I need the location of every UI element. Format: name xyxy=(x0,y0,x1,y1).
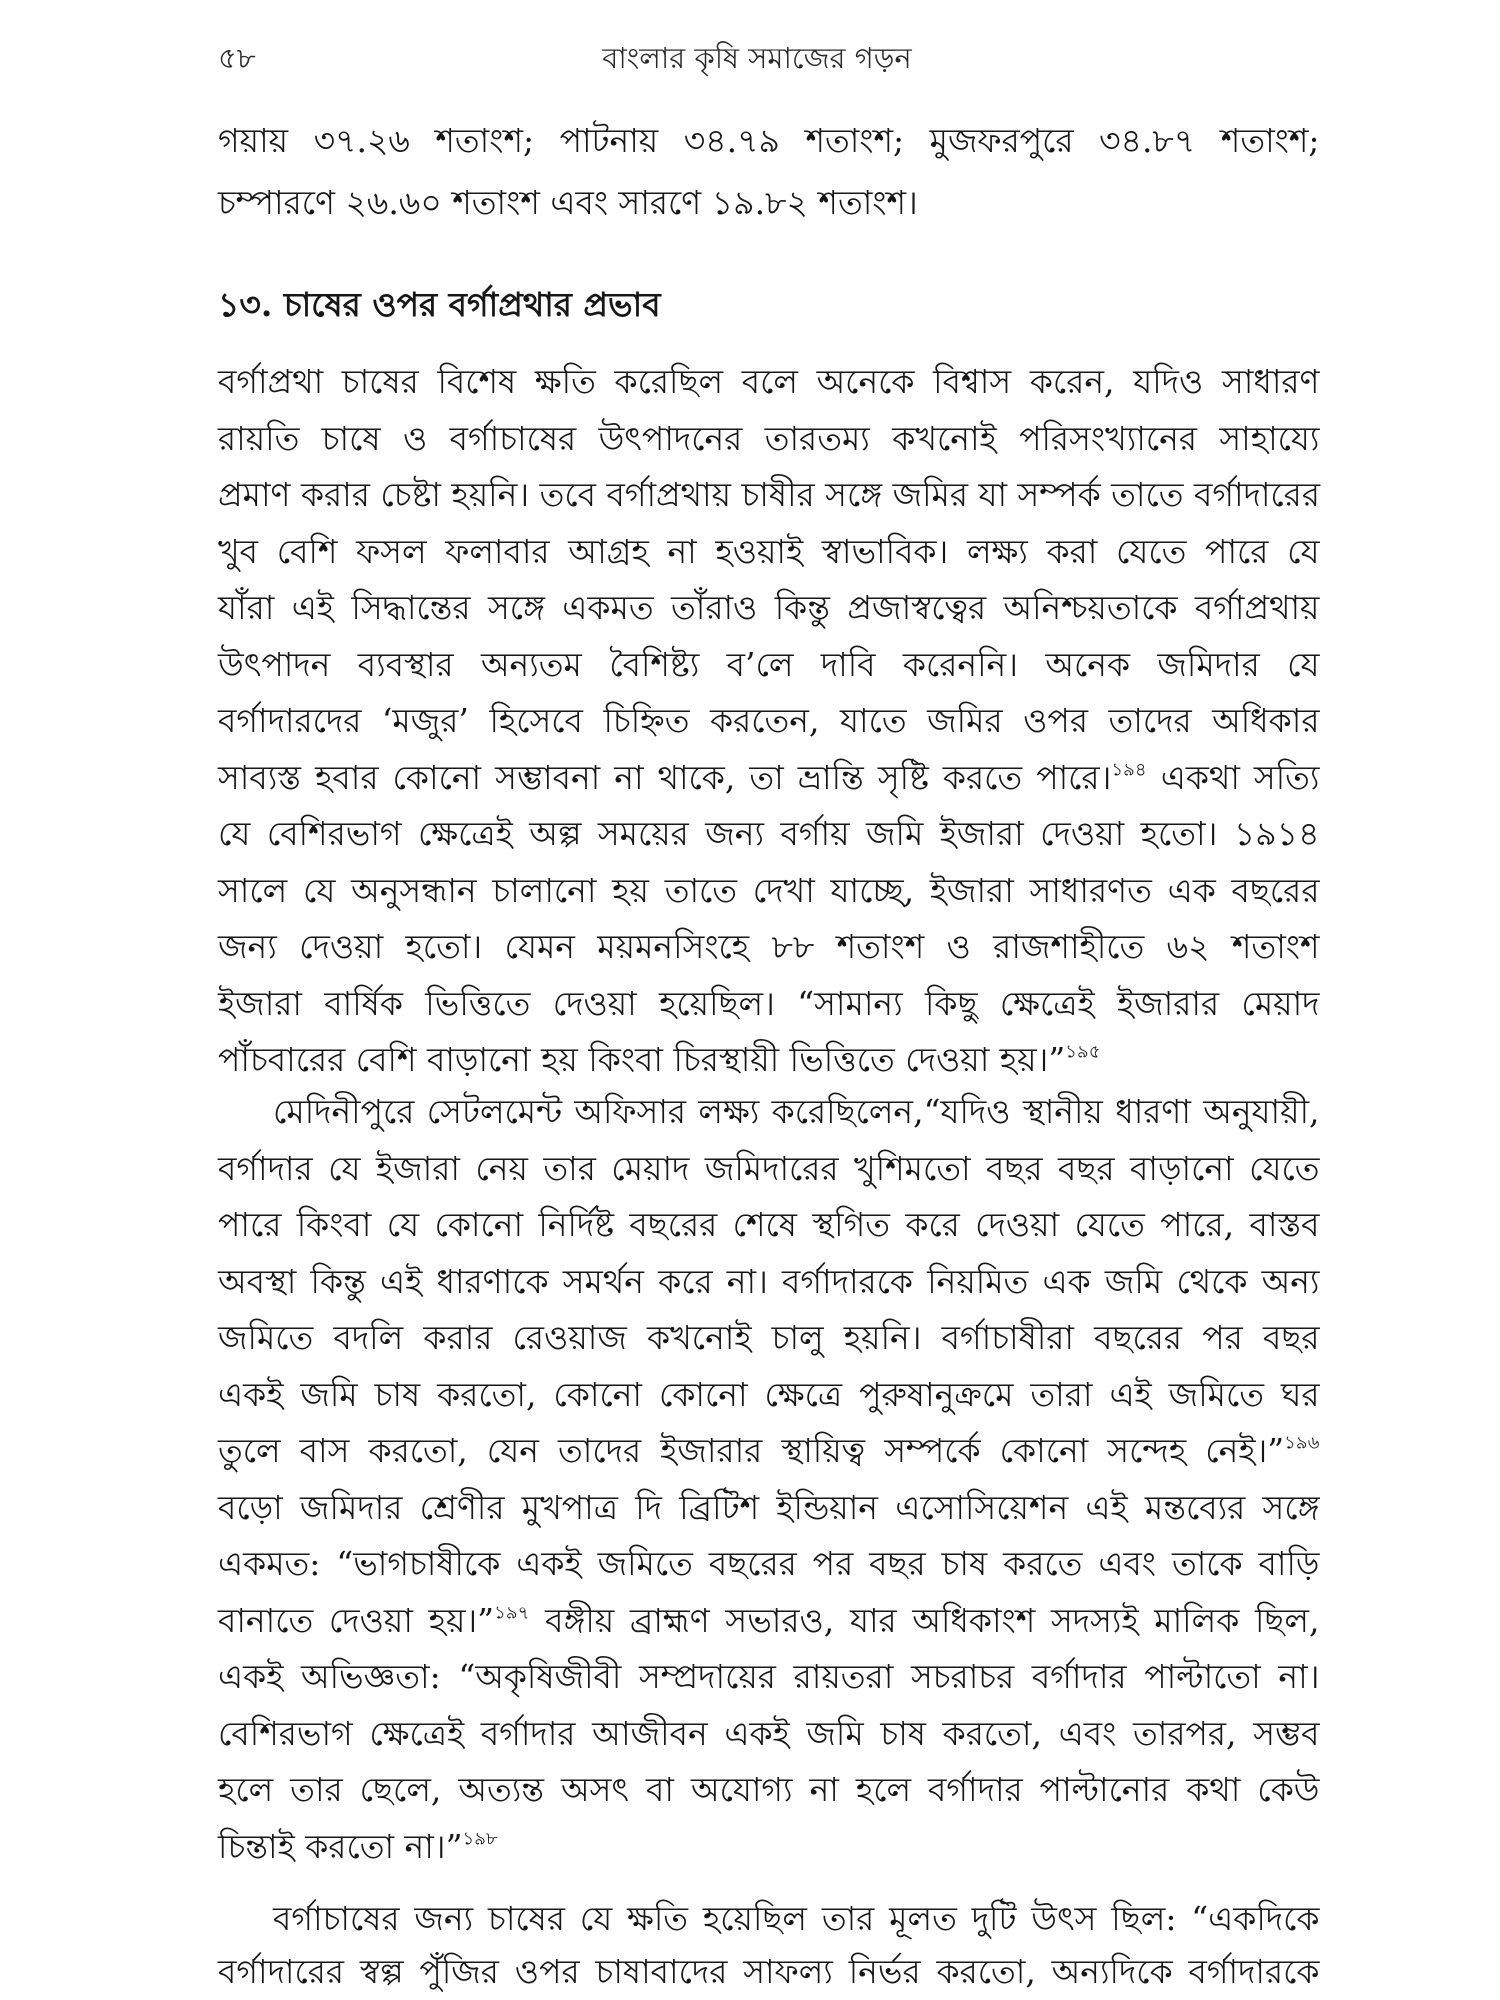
line-text: জন্য দেওয়া হতো। যেমন ময়মনসিংহে ৮৮ শতাংশ ও রাজশাহীতে ৬২ শতাংশ xyxy=(218,927,1320,966)
text-line xyxy=(218,637,1320,694)
page-number: ৫৮ xyxy=(218,41,256,75)
text-line xyxy=(218,1819,1320,1876)
text-segment: তুলে বাস করতো, যেন তাদের ইজারার স্থায়িত্ব সম্পর্কে কোনো সন্দেহ নেই।” xyxy=(218,1431,1285,1470)
body-paragraph-3 xyxy=(218,1892,1320,1998)
text-line xyxy=(218,1197,1320,1254)
text-line xyxy=(218,806,1320,863)
line-text: বেশিরভাগ ক্ষেত্রেই বর্গাদার আজীবন একই জমি চাষ করতো, এবং তারপর, সম্ভব xyxy=(218,1713,1320,1753)
line-text: একই অভিজ্ঞতা: “অকৃষিজীবী সম্প্রদায়ের রায়তরা সচরাচর বর্গাদার পাল্টাতো না। xyxy=(218,1657,1320,1696)
text-segment: চিন্তাই করতো না।” xyxy=(218,1826,463,1866)
body-paragraph-2 xyxy=(218,1084,1320,1875)
line-text: বর্গাদারের স্বল্প পুঁজির ওপর চাষাবাদের সাফল্য নির্ভর করতো, অন্যদিকে বর্গাদারকে xyxy=(218,1952,1320,1991)
line-text: পারে কিংবা যে কোনো নির্দিষ্ট বছরের শেষে স্থগিত করে দেওয়া যেতে পারে, বাস্তব xyxy=(218,1205,1320,1244)
footnote-marker: ১৯৮ xyxy=(462,1827,498,1849)
text-line xyxy=(218,110,1320,172)
line-text: একই জমি চাষ করতো, কোনো কোনো ক্ষেত্রে পুরুষানুক্রমে তারা এই জমিতে ঘর xyxy=(218,1374,1320,1414)
footnote-marker: ১৯৫ xyxy=(1065,1041,1101,1063)
text-line xyxy=(218,1310,1320,1367)
line-text: প্রমাণ করার চেষ্টা হয়নি। তবে বর্গাপ্রথায় চাষীর সঙ্গে জমির যা সম্পর্ক তাতে বর্গাদারের xyxy=(218,475,1320,514)
text-segment: একথা সত্যি xyxy=(1146,757,1320,797)
continued-paragraph xyxy=(218,110,1320,234)
text-line xyxy=(218,1762,1320,1819)
line-text xyxy=(218,1032,1101,1089)
line-text: খুব বেশি ফসল ফলাবার আগ্রহ না হওয়াই স্বাভাবিক। লক্ষ্য করা যেতে পারে যে xyxy=(218,531,1320,571)
line-text: মেদিনীপুরে সেটলমেন্ট অফিসার লক্ষ্য করেছিলেন,“যদিও স্থানীয় ধারণা অনুযায়ী, xyxy=(273,1092,1320,1131)
text-line xyxy=(218,1254,1320,1311)
body-paragraph-1 xyxy=(218,354,1320,1089)
text-line xyxy=(218,411,1320,468)
text-line xyxy=(218,354,1320,411)
line-text: গয়ায় ৩৭.২৬ শতাংশ; পাটনায় ৩৪.৭৯ শতাংশ; মুজফরপুরে ৩৪.৮৭ শতাংশ; xyxy=(218,121,1320,160)
text-line xyxy=(218,580,1320,637)
text-line xyxy=(218,1649,1320,1706)
line-text: জমিতে বদলি করার রেওয়াজ কখনোই চালু হয়নি। বর্গাচাষীরা বছরের পর বছর xyxy=(218,1318,1320,1357)
text-line xyxy=(273,1084,1320,1141)
line-text: বর্গাপ্রথা চাষের বিশেষ ক্ষতি করেছিল বলে অনেকে বিশ্বাস করেন, যদিও সাধারণ xyxy=(218,362,1320,401)
text-line xyxy=(218,467,1320,524)
text-line xyxy=(218,1536,1320,1593)
text-line xyxy=(218,863,1320,920)
text-line xyxy=(218,1032,1320,1089)
text-segment: সাব্যস্ত হবার কোনো সম্ভাবনা না থাকে, তা ভ্রান্তি সৃষ্টি করতে পারে। xyxy=(218,757,1112,797)
line-text: বর্গাচাষের জন্য চাষের যে ক্ষতি হয়েছিল তার মূলত দুটি উৎস ছিল: “একদিকে xyxy=(273,1899,1320,1938)
section-heading: ১৩. চাষের ওপর বর্গাপ্রথার প্রভাব xyxy=(218,285,661,324)
text-line xyxy=(218,1141,1320,1198)
line-text: উৎপাদন ব্যবস্থার অন্যতম বৈশিষ্ট্য ব’লে দাবি করেননি। অনেক জমিদার যে xyxy=(218,644,1320,684)
footnote-marker: ১৯৪ xyxy=(1111,758,1147,780)
text-line xyxy=(218,693,1320,750)
text-line xyxy=(218,976,1320,1033)
text-segment: বানাতে দেওয়া হয়।” xyxy=(218,1600,495,1640)
line-text: চম্পারণে ২৬.৬০ শতাংশ এবং সারণে ১৯.৮২ শতাংশ। xyxy=(218,183,918,222)
line-text: একমত: “ভাগচাষীকে একই জমিতে বছরের পর বছর চাষ করতে এবং তাকে বাড়ি xyxy=(218,1544,1320,1583)
line-text: ইজারা বার্ষিক ভিত্তিতে দেওয়া হয়েছিল। “সামান্য কিছু ক্ষেত্রেই ইজারার মেয়াদ xyxy=(218,983,1320,1023)
line-text: হলে তার ছেলে, অত্যন্ত অসৎ বা অযোগ্য না হলে বর্গাদার পাল্টানোর কথা কেউ xyxy=(218,1770,1320,1809)
text-segment: বঙ্গীয় ব্রাহ্মণ সভারও, যার অধিকাংশ সদস্যই মালিক ছিল, xyxy=(529,1600,1320,1640)
line-text: বর্গাদারদের ‘মজুর’ হিসেবে চিহ্নিত করতেন, যাতে জমির ওপর তাদের অধিকার xyxy=(218,701,1320,740)
line-text: বর্গাদার যে ইজারা নেয় তার মেয়াদ জমিদারের খুশিমতো বছর বছর বাড়ানো যেতে xyxy=(218,1148,1320,1188)
line-text: যে বেশিরভাগ ক্ষেত্রেই অল্প সময়ের জন্য বর্গায় জমি ইজারা দেওয়া হতো। ১৯১৪ xyxy=(218,814,1320,853)
text-line xyxy=(218,1480,1320,1537)
text-line xyxy=(218,919,1320,976)
text-line xyxy=(218,1423,1320,1480)
text-line xyxy=(218,172,1320,234)
running-title: বাংলার কৃষি সমাজের গড়ন xyxy=(602,41,912,75)
text-line xyxy=(273,1892,1320,1945)
text-line xyxy=(218,750,1320,807)
line-text: যাঁরা এই সিদ্ধান্তের সঙ্গে একমত তাঁরাও কিন্তু প্রজাস্বত্বের অনিশ্চয়তাকে বর্গাপ্রথায় xyxy=(218,588,1320,627)
footnote-marker: ১৯৭ xyxy=(494,1601,530,1623)
line-text: বড়ো জমিদার শ্রেণীর মুখপাত্র দি ব্রিটিশ ইন্ডিয়ান এসোসিয়েশন এই মন্তব্যের সঙ্গে xyxy=(218,1487,1320,1527)
footnote-marker: ১৯৬ xyxy=(1284,1432,1320,1454)
text-line xyxy=(218,1593,1320,1650)
line-text xyxy=(218,1593,1320,1650)
text-line xyxy=(218,1945,1320,1998)
text-segment: পাঁচবারের বেশি বাড়ানো হয় কিংবা চিরস্থায়ী ভিত্তিতে দেওয়া হয়।” xyxy=(218,1040,1066,1079)
line-text: সালে যে অনুসন্ধান চালানো হয় তাতে দেখা যাচ্ছে, ইজারা সাধারণত এক বছরের xyxy=(218,870,1320,910)
line-text: রায়তি চাষে ও বর্গাচাষের উৎপাদনের তারতম্য কখনোই পরিসংখ্যানের সাহায্যে xyxy=(218,418,1320,458)
text-line xyxy=(218,524,1320,581)
line-text xyxy=(218,1423,1320,1480)
text-line xyxy=(218,1706,1320,1763)
line-text xyxy=(218,1819,498,1876)
line-text: অবস্থা কিন্তু এই ধারণাকে সমর্থন করে না। বর্গাদারকে নিয়মিত এক জমি থেকে অন্য xyxy=(218,1261,1320,1301)
text-line xyxy=(218,1367,1320,1424)
line-text xyxy=(218,750,1320,807)
